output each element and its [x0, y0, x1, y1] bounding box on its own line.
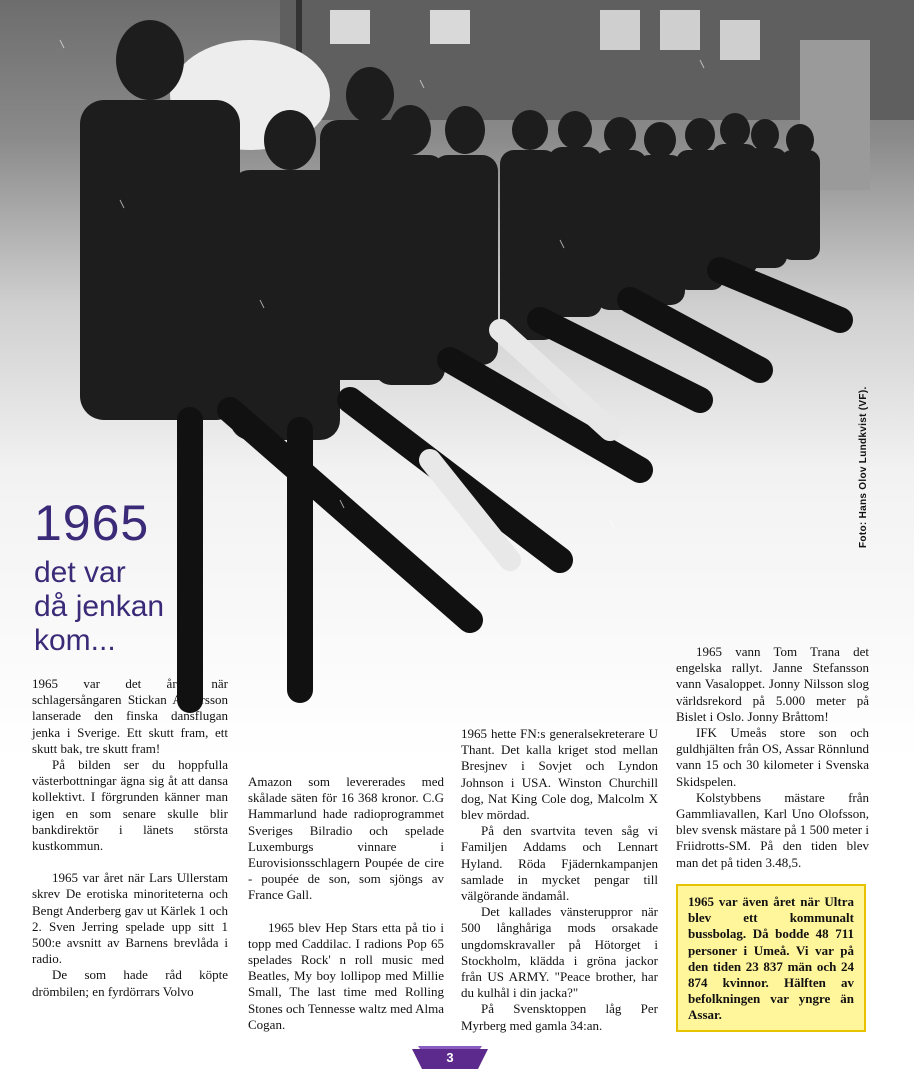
subtitle-line: det var: [34, 556, 126, 589]
subtitle-line: kom...: [34, 624, 116, 657]
paragraph: De som hade råd köpte drömbilen; en fyrdörrars Volvo: [32, 967, 228, 999]
fact-box: 1965 var även året när Ultra blev ett kommunalt bussbolag. Då bodde 48 711 personer i Umeå. Vi var på den tiden 23 837 män och 24 874 kvinnor. Hälften av befolkningen var yngre än Assar.: [676, 884, 866, 1032]
headline-subtitle: [34, 556, 214, 658]
paragraph: 1965 var året när Lars Ullerstam skrev De erotiska minoriteterna och Bengt Anderberg gav ut Kärlek 1 och 2. Sven Jerring spelade upp sitt 1 500:e avsnitt av Barnens brevlåda i radio.: [32, 870, 228, 967]
page-number-badge: [412, 1046, 488, 1072]
subtitle-line: då jenkan: [34, 590, 165, 623]
paragraph: 1965 var det året när schlagersångaren Stickan Andersson lanserade den finska dansflugan jenka i Sverige. Ett skutt fram, ett skutt bak, tre skutt fram!: [32, 676, 228, 756]
paragraph: Det kallades vänsteruppror när 500 långhåriga mods orsakade ungdomskravaller på Hötorget i Stockholm, klädda i gröna jackor från US ARMY. "Peace brother, har du kulhål i din jacka?": [461, 904, 658, 1001]
paragraph: Amazon som levererades med skålade säten för 16 368 kronor. C.G Hammarlund hade radioprogrammet Sveriges Bilradio och spelade Luxemburgs vinnare i Eurovisionsschlagern Poupée de cire - poupée de son, som sjöngs av France Gall.: [248, 774, 444, 903]
article-column-3: [461, 726, 658, 1034]
paragraph: På den svartvita teven såg vi Familjen Addams och Lennart Hyland. Röda Fjädernkampanjen samlade in mycket pengar till välgörande ändamål.: [461, 823, 658, 904]
article-column-2: [248, 774, 444, 1033]
paragraph: 1965 blev Hep Stars etta på tio i topp med Caddilac. I radions Pop 65 spelades Rock' n roll music med Beatles, My boy lollipop med Millie Small, The last time med Rolling Stones och Tennesse waltz med Alma Cogan.: [248, 919, 444, 1032]
paragraph: IFK Umeås store son och guldhjälten från OS, Assar Rönnlund vann 15 och 30 kilometer i Svenska Skidspelen.: [676, 725, 869, 789]
paragraph: 1965 vann Tom Trana det engelska rallyt. Janne Stefansson vann Vasaloppet. Jonny Nilsson slog världsrekord på 5.000 meter på Bislet i Oslo. Jonny Bråttom!: [676, 644, 869, 724]
article-column-1: [32, 676, 228, 1000]
photo-credit: Foto: Hans Olov Lundkvist (VF).: [858, 386, 869, 548]
paragraph: På bilden ser du hoppfulla västerbottningar ägna sig åt att dansa kollektivt. I förgrunden känner man igen en som senare skulle blir bankdirektör i länets största kustkommun.: [32, 757, 228, 854]
paragraph: Kolstybbens mästare från Gammliavallen, Karl Uno Olofsson, blev svensk mästare på 1 500 meter i Friidrotts-SM. På den tiden blev man det på tiden 3.48,5.: [676, 789, 869, 870]
paragraph: 1965 hette FN:s generalsekreterare U Thant. Det kalla kriget stod mellan Bresjnev i Sovjet och Lyndon Johnson i USA. Winston Churchill dog, Nat King Cole dog, Malcolm X blev mördad.: [461, 726, 658, 823]
article-column-4: [676, 644, 869, 871]
page-number: 3: [446, 1050, 454, 1065]
headline-year: 1965: [34, 495, 150, 551]
paragraph: På Svensktoppen låg Per Myrberg med gamla 34:an.: [461, 1001, 658, 1033]
